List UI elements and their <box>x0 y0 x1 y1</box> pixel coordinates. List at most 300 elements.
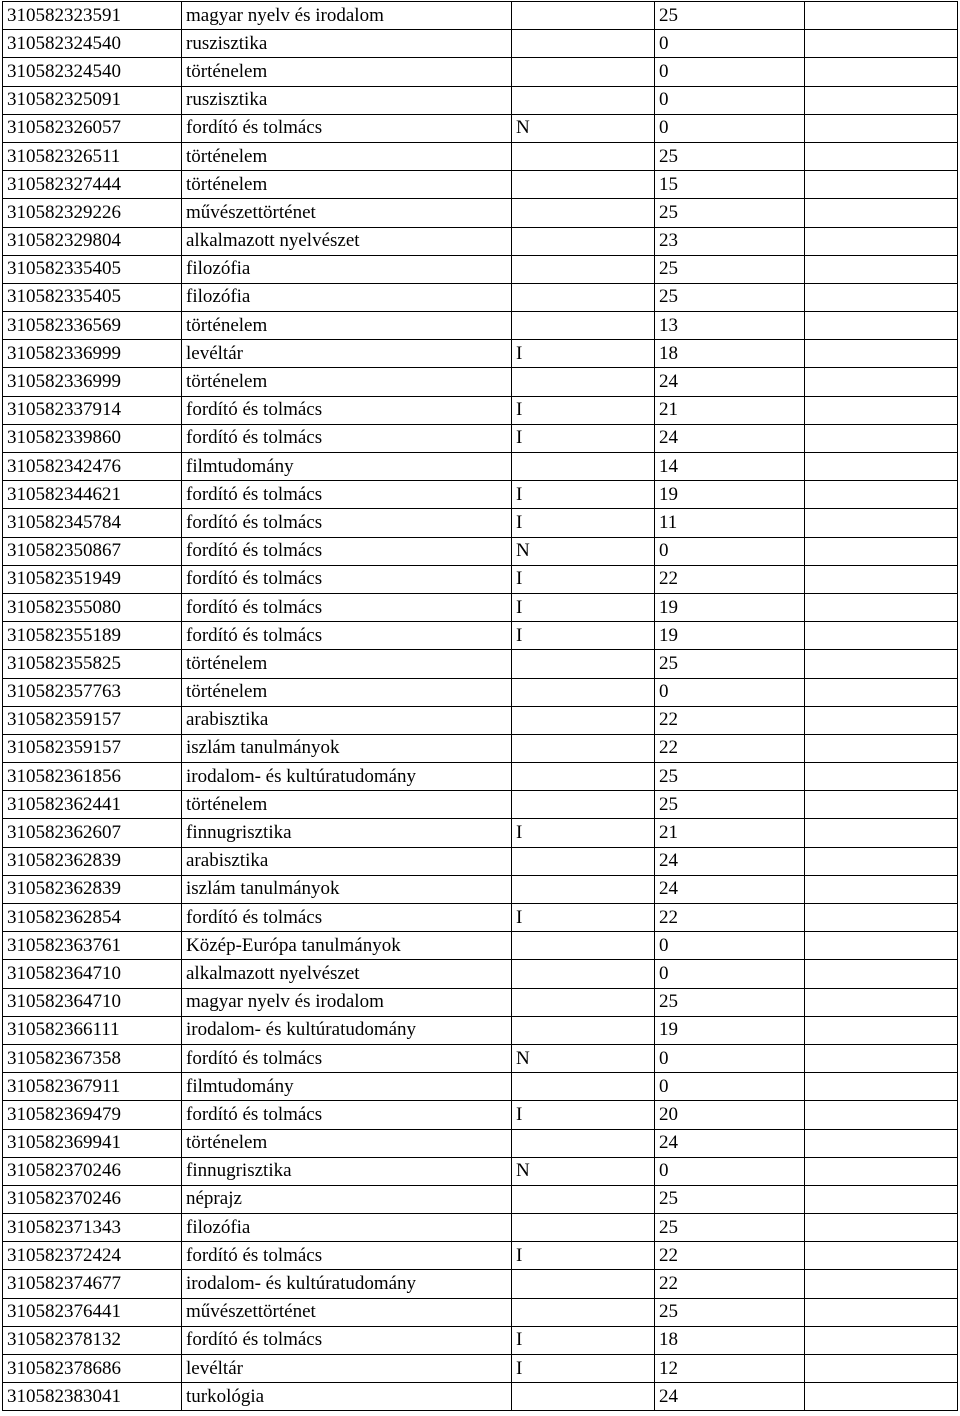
subject-cell: néprajz <box>182 1185 512 1213</box>
score-cell: 0 <box>655 678 805 706</box>
subject-cell: történelem <box>182 1129 512 1157</box>
table-row <box>3 847 958 875</box>
applicant-id-cell: 310582366111 <box>3 1016 182 1044</box>
flag-cell: I <box>512 1326 655 1354</box>
empty-cell <box>805 1383 958 1411</box>
subject-cell: magyar nyelv és irodalom <box>182 988 512 1016</box>
empty-cell <box>805 932 958 960</box>
score-cell: 15 <box>655 171 805 199</box>
score-cell: 25 <box>655 2 805 30</box>
flag-cell: N <box>512 537 655 565</box>
table-row <box>3 481 958 509</box>
subject-cell: művészettörténet <box>182 1298 512 1326</box>
empty-cell <box>805 171 958 199</box>
score-cell: 25 <box>655 283 805 311</box>
table-row <box>3 819 958 847</box>
subject-cell: irodalom- és kultúratudomány <box>182 1016 512 1044</box>
score-cell: 0 <box>655 1073 805 1101</box>
subject-cell: finnugrisztika <box>182 1157 512 1185</box>
applicant-id-cell: 310582326511 <box>3 142 182 170</box>
empty-cell <box>805 650 958 678</box>
subject-cell: iszlám tanulmányok <box>182 875 512 903</box>
table-row <box>3 593 958 621</box>
applicant-id-cell: 310582355189 <box>3 622 182 650</box>
score-cell: 20 <box>655 1101 805 1129</box>
score-cell: 19 <box>655 593 805 621</box>
score-cell: 0 <box>655 960 805 988</box>
empty-cell <box>805 312 958 340</box>
empty-cell <box>805 1355 958 1383</box>
score-cell: 18 <box>655 1326 805 1354</box>
empty-cell <box>805 1326 958 1354</box>
applicant-id-cell: 310582329226 <box>3 199 182 227</box>
table-row <box>3 227 958 255</box>
subject-cell: fordító és tolmács <box>182 1242 512 1270</box>
applicant-id-cell: 310582372424 <box>3 1242 182 1270</box>
flag-cell <box>512 706 655 734</box>
table-row <box>3 1214 958 1242</box>
score-cell: 25 <box>655 142 805 170</box>
applicant-id-cell: 310582342476 <box>3 453 182 481</box>
applicant-id-cell: 310582362854 <box>3 904 182 932</box>
score-cell: 0 <box>655 1157 805 1185</box>
subject-cell: alkalmazott nyelvészet <box>182 227 512 255</box>
table-row <box>3 283 958 311</box>
table-row <box>3 1129 958 1157</box>
score-cell: 24 <box>655 1383 805 1411</box>
subject-cell: alkalmazott nyelvészet <box>182 960 512 988</box>
subject-cell: levéltár <box>182 340 512 368</box>
applicant-id-cell: 310582335405 <box>3 283 182 311</box>
subject-cell: magyar nyelv és irodalom <box>182 2 512 30</box>
empty-cell <box>805 86 958 114</box>
empty-cell <box>805 114 958 142</box>
subject-cell: történelem <box>182 368 512 396</box>
flag-cell: I <box>512 1101 655 1129</box>
applicant-id-cell: 310582339860 <box>3 424 182 452</box>
empty-cell <box>805 875 958 903</box>
score-cell: 0 <box>655 114 805 142</box>
applicant-id-cell: 310582351949 <box>3 565 182 593</box>
empty-cell <box>805 142 958 170</box>
applicant-id-cell: 310582345784 <box>3 509 182 537</box>
applicant-id-cell: 310582378132 <box>3 1326 182 1354</box>
score-cell: 0 <box>655 932 805 960</box>
flag-cell <box>512 368 655 396</box>
score-cell: 19 <box>655 1016 805 1044</box>
flag-cell <box>512 1383 655 1411</box>
subject-cell: fordító és tolmács <box>182 904 512 932</box>
flag-cell: N <box>512 1157 655 1185</box>
applicant-id-cell: 310582325091 <box>3 86 182 114</box>
empty-cell <box>805 1242 958 1270</box>
flag-cell <box>512 58 655 86</box>
subject-cell: finnugrisztika <box>182 819 512 847</box>
table-row <box>3 86 958 114</box>
applicant-id-cell: 310582359157 <box>3 706 182 734</box>
empty-cell <box>805 58 958 86</box>
table-row <box>3 734 958 762</box>
table-body <box>3 2 958 1411</box>
empty-cell <box>805 622 958 650</box>
table-row <box>3 1242 958 1270</box>
empty-cell <box>805 30 958 58</box>
score-cell: 24 <box>655 847 805 875</box>
empty-cell <box>805 791 958 819</box>
empty-cell <box>805 1073 958 1101</box>
applicant-id-cell: 310582357763 <box>3 678 182 706</box>
subject-cell: fordító és tolmács <box>182 1044 512 1072</box>
score-cell: 24 <box>655 1129 805 1157</box>
table-row <box>3 368 958 396</box>
empty-cell <box>805 340 958 368</box>
flag-cell <box>512 960 655 988</box>
empty-cell <box>805 593 958 621</box>
score-table <box>2 1 958 1411</box>
table-row <box>3 875 958 903</box>
table-row <box>3 988 958 1016</box>
score-cell: 25 <box>655 1298 805 1326</box>
applicant-id-cell: 310582350867 <box>3 537 182 565</box>
score-cell: 0 <box>655 537 805 565</box>
applicant-id-cell: 310582326057 <box>3 114 182 142</box>
subject-cell: levéltár <box>182 1355 512 1383</box>
score-cell: 21 <box>655 819 805 847</box>
subject-cell: fordító és tolmács <box>182 537 512 565</box>
applicant-id-cell: 310582335405 <box>3 255 182 283</box>
subject-cell: iszlám tanulmányok <box>182 734 512 762</box>
flag-cell <box>512 1214 655 1242</box>
applicant-id-cell: 310582370246 <box>3 1185 182 1213</box>
score-cell: 25 <box>655 791 805 819</box>
applicant-id-cell: 310582378686 <box>3 1355 182 1383</box>
subject-cell: irodalom- és kultúratudomány <box>182 1270 512 1298</box>
subject-cell: fordító és tolmács <box>182 396 512 424</box>
table-row <box>3 1101 958 1129</box>
flag-cell: I <box>512 340 655 368</box>
subject-cell: filmtudomány <box>182 1073 512 1101</box>
subject-cell: fordító és tolmács <box>182 481 512 509</box>
table-row <box>3 1326 958 1354</box>
applicant-id-cell: 310582374677 <box>3 1270 182 1298</box>
subject-cell: fordító és tolmács <box>182 1101 512 1129</box>
score-cell: 25 <box>655 1185 805 1213</box>
flag-cell <box>512 227 655 255</box>
score-cell: 25 <box>655 199 805 227</box>
score-cell: 19 <box>655 481 805 509</box>
empty-cell <box>805 1044 958 1072</box>
subject-cell: történelem <box>182 58 512 86</box>
empty-cell <box>805 988 958 1016</box>
table-row <box>3 1185 958 1213</box>
applicant-id-cell: 310582370246 <box>3 1157 182 1185</box>
score-cell: 12 <box>655 1355 805 1383</box>
applicant-id-cell: 310582336999 <box>3 368 182 396</box>
subject-cell: filozófia <box>182 1214 512 1242</box>
flag-cell: I <box>512 1355 655 1383</box>
score-cell: 22 <box>655 904 805 932</box>
empty-cell <box>805 199 958 227</box>
score-cell: 25 <box>655 1214 805 1242</box>
flag-cell: N <box>512 114 655 142</box>
flag-cell: I <box>512 396 655 424</box>
empty-cell <box>805 1016 958 1044</box>
applicant-id-cell: 310582383041 <box>3 1383 182 1411</box>
score-cell: 13 <box>655 312 805 340</box>
flag-cell <box>512 1016 655 1044</box>
flag-cell: I <box>512 1242 655 1270</box>
table-row <box>3 2 958 30</box>
empty-cell <box>805 481 958 509</box>
subject-cell: fordító és tolmács <box>182 1326 512 1354</box>
flag-cell <box>512 199 655 227</box>
score-cell: 25 <box>655 650 805 678</box>
table-row <box>3 904 958 932</box>
applicant-id-cell: 310582364710 <box>3 988 182 1016</box>
flag-cell <box>512 142 655 170</box>
score-cell: 22 <box>655 565 805 593</box>
applicant-id-cell: 310582323591 <box>3 2 182 30</box>
table-row <box>3 171 958 199</box>
flag-cell: I <box>512 904 655 932</box>
table-row <box>3 142 958 170</box>
table-row <box>3 706 958 734</box>
applicant-id-cell: 310582355825 <box>3 650 182 678</box>
applicant-id-cell: 310582324540 <box>3 30 182 58</box>
score-cell: 11 <box>655 509 805 537</box>
empty-cell <box>805 960 958 988</box>
empty-cell <box>805 509 958 537</box>
flag-cell <box>512 283 655 311</box>
empty-cell <box>805 565 958 593</box>
subject-cell: történelem <box>182 678 512 706</box>
score-cell: 22 <box>655 706 805 734</box>
empty-cell <box>805 2 958 30</box>
applicant-id-cell: 310582364710 <box>3 960 182 988</box>
subject-cell: ruszisztika <box>182 30 512 58</box>
empty-cell <box>805 1101 958 1129</box>
subject-cell: fordító és tolmács <box>182 593 512 621</box>
flag-cell: I <box>512 509 655 537</box>
applicant-id-cell: 310582337914 <box>3 396 182 424</box>
subject-cell: Közép-Európa tanulmányok <box>182 932 512 960</box>
empty-cell <box>805 396 958 424</box>
empty-cell <box>805 368 958 396</box>
subject-cell: fordító és tolmács <box>182 509 512 537</box>
score-cell: 0 <box>655 86 805 114</box>
empty-cell <box>805 1270 958 1298</box>
applicant-id-cell: 310582376441 <box>3 1298 182 1326</box>
subject-cell: történelem <box>182 650 512 678</box>
empty-cell <box>805 678 958 706</box>
empty-cell <box>805 819 958 847</box>
score-cell: 0 <box>655 58 805 86</box>
table-row <box>3 650 958 678</box>
flag-cell: I <box>512 622 655 650</box>
subject-cell: művészettörténet <box>182 199 512 227</box>
flag-cell <box>512 2 655 30</box>
applicant-id-cell: 310582371343 <box>3 1214 182 1242</box>
table-row <box>3 199 958 227</box>
subject-cell: filozófia <box>182 283 512 311</box>
table-row <box>3 622 958 650</box>
flag-cell <box>512 255 655 283</box>
score-cell: 24 <box>655 368 805 396</box>
flag-cell <box>512 791 655 819</box>
flag-cell <box>512 1270 655 1298</box>
empty-cell <box>805 255 958 283</box>
flag-cell <box>512 171 655 199</box>
applicant-id-cell: 310582327444 <box>3 171 182 199</box>
table-row <box>3 960 958 988</box>
applicant-id-cell: 310582329804 <box>3 227 182 255</box>
flag-cell <box>512 734 655 762</box>
subject-cell: fordító és tolmács <box>182 622 512 650</box>
flag-cell <box>512 1073 655 1101</box>
applicant-id-cell: 310582336569 <box>3 312 182 340</box>
subject-cell: fordító és tolmács <box>182 114 512 142</box>
applicant-id-cell: 310582344621 <box>3 481 182 509</box>
subject-cell: ruszisztika <box>182 86 512 114</box>
empty-cell <box>805 283 958 311</box>
applicant-id-cell: 310582362441 <box>3 791 182 819</box>
flag-cell <box>512 30 655 58</box>
empty-cell <box>805 1214 958 1242</box>
empty-cell <box>805 763 958 791</box>
table-row <box>3 340 958 368</box>
table-row <box>3 763 958 791</box>
subject-cell: irodalom- és kultúratudomány <box>182 763 512 791</box>
flag-cell <box>512 453 655 481</box>
table-row <box>3 1157 958 1185</box>
table-row <box>3 1044 958 1072</box>
score-cell: 22 <box>655 1270 805 1298</box>
table-row <box>3 312 958 340</box>
table-row <box>3 509 958 537</box>
empty-cell <box>805 847 958 875</box>
table-row <box>3 791 958 819</box>
applicant-id-cell: 310582363761 <box>3 932 182 960</box>
empty-cell <box>805 424 958 452</box>
table-row <box>3 1270 958 1298</box>
score-cell: 0 <box>655 30 805 58</box>
applicant-id-cell: 310582362839 <box>3 875 182 903</box>
score-cell: 25 <box>655 763 805 791</box>
flag-cell <box>512 932 655 960</box>
table-row <box>3 424 958 452</box>
flag-cell <box>512 312 655 340</box>
applicant-id-cell: 310582369941 <box>3 1129 182 1157</box>
flag-cell <box>512 678 655 706</box>
empty-cell <box>805 734 958 762</box>
score-cell: 25 <box>655 255 805 283</box>
score-cell: 25 <box>655 988 805 1016</box>
subject-cell: fordító és tolmács <box>182 565 512 593</box>
subject-cell: fordító és tolmács <box>182 424 512 452</box>
table-row <box>3 396 958 424</box>
flag-cell <box>512 988 655 1016</box>
flag-cell <box>512 847 655 875</box>
flag-cell <box>512 86 655 114</box>
score-cell: 24 <box>655 424 805 452</box>
subject-cell: történelem <box>182 171 512 199</box>
table-row <box>3 453 958 481</box>
empty-cell <box>805 453 958 481</box>
flag-cell: I <box>512 481 655 509</box>
flag-cell: I <box>512 565 655 593</box>
applicant-id-cell: 310582324540 <box>3 58 182 86</box>
applicant-id-cell: 310582359157 <box>3 734 182 762</box>
applicant-id-cell: 310582362839 <box>3 847 182 875</box>
table-row <box>3 537 958 565</box>
empty-cell <box>805 537 958 565</box>
applicant-id-cell: 310582367358 <box>3 1044 182 1072</box>
applicant-id-cell: 310582369479 <box>3 1101 182 1129</box>
empty-cell <box>805 706 958 734</box>
score-cell: 23 <box>655 227 805 255</box>
score-cell: 22 <box>655 1242 805 1270</box>
flag-cell <box>512 1129 655 1157</box>
subject-cell: történelem <box>182 312 512 340</box>
flag-cell <box>512 650 655 678</box>
subject-cell: filmtudomány <box>182 453 512 481</box>
score-cell: 22 <box>655 734 805 762</box>
empty-cell <box>805 904 958 932</box>
score-cell: 19 <box>655 622 805 650</box>
table-row <box>3 58 958 86</box>
table-row <box>3 1383 958 1411</box>
empty-cell <box>805 1298 958 1326</box>
score-cell: 18 <box>655 340 805 368</box>
empty-cell <box>805 1157 958 1185</box>
table-row <box>3 565 958 593</box>
flag-cell: N <box>512 1044 655 1072</box>
empty-cell <box>805 1185 958 1213</box>
applicant-id-cell: 310582361856 <box>3 763 182 791</box>
table-row <box>3 1073 958 1101</box>
table-row <box>3 678 958 706</box>
flag-cell: I <box>512 593 655 621</box>
flag-cell <box>512 1298 655 1326</box>
flag-cell: I <box>512 424 655 452</box>
flag-cell <box>512 1185 655 1213</box>
score-cell: 0 <box>655 1044 805 1072</box>
flag-cell <box>512 875 655 903</box>
empty-cell <box>805 227 958 255</box>
table-row <box>3 1298 958 1326</box>
applicant-id-cell: 310582355080 <box>3 593 182 621</box>
subject-cell: történelem <box>182 142 512 170</box>
score-cell: 24 <box>655 875 805 903</box>
subject-cell: arabisztika <box>182 847 512 875</box>
applicant-id-cell: 310582336999 <box>3 340 182 368</box>
flag-cell <box>512 763 655 791</box>
applicant-id-cell: 310582367911 <box>3 1073 182 1101</box>
subject-cell: arabisztika <box>182 706 512 734</box>
table-row <box>3 1355 958 1383</box>
subject-cell: történelem <box>182 791 512 819</box>
table-row <box>3 255 958 283</box>
score-cell: 21 <box>655 396 805 424</box>
table-row <box>3 1016 958 1044</box>
subject-cell: filozófia <box>182 255 512 283</box>
empty-cell <box>805 1129 958 1157</box>
table-row <box>3 30 958 58</box>
subject-cell: turkológia <box>182 1383 512 1411</box>
applicant-id-cell: 310582362607 <box>3 819 182 847</box>
table-row <box>3 114 958 142</box>
table-row <box>3 932 958 960</box>
